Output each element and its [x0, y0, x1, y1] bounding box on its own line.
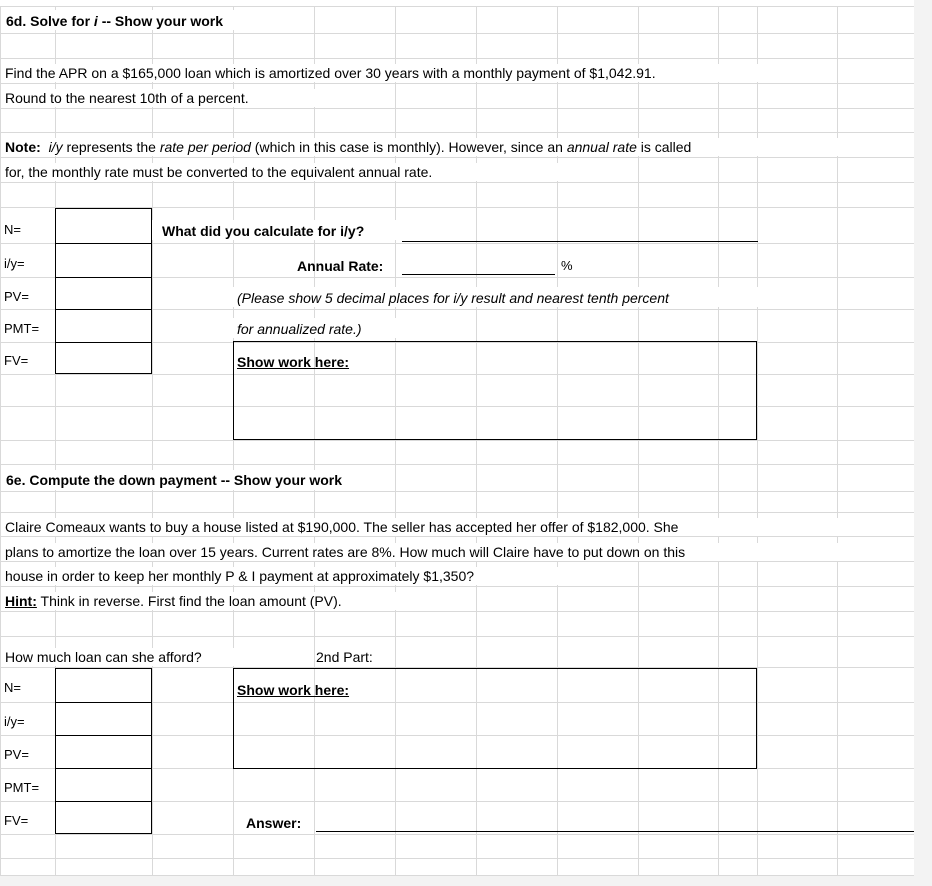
grid-row-line — [0, 611, 914, 612]
problem-6e-line1: Claire Comeaux wants to buy a house listed at $190,000. The seller has accepted her offer of $182,000. She — [5, 519, 679, 535]
grid-row-line — [0, 157, 914, 158]
note-line2: for, the monthly rate must be converted to the equivalent annual rate. — [5, 164, 433, 180]
note-label: Note: — [5, 139, 41, 155]
tvm-6d-label-n: N= — [4, 222, 21, 237]
iy-answer-line[interactable] — [402, 241, 758, 242]
tvm-6e-input-fv[interactable] — [55, 801, 152, 834]
tvm-6e-label-n: N= — [4, 680, 21, 695]
instruction-line2: for annualized rate.) — [237, 321, 362, 337]
grid-row-line — [0, 182, 914, 183]
calc-question: What did you calculate for i/y? — [162, 223, 365, 239]
annual-rate-label: Annual Rate: — [297, 258, 384, 274]
show-work-6e-label: Show work here: — [237, 682, 350, 698]
tvm-6e-label-pmt: PMT= — [4, 780, 40, 795]
tvm-6e-label-fv: FV= — [4, 813, 29, 828]
grid-row-line — [0, 464, 914, 465]
tvm-6d-label-pv: PV= — [4, 289, 29, 304]
section-6e-heading: 6e. Compute the down payment -- Show your work — [6, 472, 343, 488]
answer-label: Answer: — [246, 815, 302, 831]
hint-label: Hint: — [5, 593, 37, 609]
grid-row-line — [0, 586, 914, 587]
hint-line: Hint: Think in reverse. First find the loan amount (PV). — [5, 593, 342, 609]
answer-line[interactable] — [316, 831, 915, 832]
grid-row-line — [0, 108, 914, 109]
tvm-6d-label-fv: FV= — [4, 353, 29, 368]
grid-row-line — [0, 536, 914, 537]
tvm-6d-input-iy[interactable] — [55, 243, 152, 278]
tvm-6e-label-iy: i/y= — [4, 714, 25, 729]
tvm-6e-input-pmt[interactable] — [55, 768, 152, 802]
section-6d-heading: 6d. Solve for i -- Show your work — [6, 13, 224, 29]
grid-row-line — [0, 834, 914, 835]
grid-row-line — [0, 83, 914, 84]
problem-6e-line2: plans to amortize the loan over 15 years. Current rates are 8%. How much will Claire have to put down on this — [5, 544, 686, 560]
grid-row-line — [0, 6, 914, 7]
tvm-6d-label-pmt: PMT= — [4, 321, 40, 336]
grid-row-line — [0, 512, 914, 513]
instruction-line1: (Please show 5 decimal places for i/y result and nearest tenth percent — [237, 290, 669, 306]
problem-6e-line3: house in order to keep her monthly P & I payment at approximately $1,350? — [5, 568, 475, 584]
annual-rate-line[interactable] — [402, 274, 555, 275]
note-iy: i/y — [48, 139, 63, 155]
grid-row-line — [0, 561, 914, 562]
tvm-6e-input-iy[interactable] — [55, 702, 152, 736]
bottom-margin — [0, 876, 932, 886]
grid-row-line — [0, 33, 914, 34]
grid-row-line — [0, 636, 914, 637]
grid-row-line — [0, 440, 914, 441]
tvm-6d-input-n[interactable] — [55, 208, 152, 244]
percent-sign: % — [561, 258, 573, 273]
right-margin — [914, 0, 932, 886]
tvm-6d-input-pv[interactable] — [55, 277, 152, 310]
second-part-label: 2nd Part: — [316, 649, 373, 665]
note-line1: Note: i/y represents the rate per period (which in this case is monthly). However, since an annual rate is called — [5, 139, 692, 155]
grid-row-line — [0, 132, 914, 133]
tvm-6d-input-pmt[interactable] — [55, 309, 152, 343]
loan-question: How much loan can she afford? — [5, 649, 202, 665]
problem-6d-line1: Find the APR on a $165,000 loan which is amortized over 30 years with a monthly payment of $1,042.91. — [5, 65, 656, 81]
tvm-6d-input-fv[interactable] — [55, 342, 152, 374]
grid-row-line — [0, 491, 914, 492]
show-work-6d-label: Show work here: — [237, 354, 350, 370]
tvm-6d-label-iy: i/y= — [4, 256, 25, 271]
problem-6d-line2: Round to the nearest 10th of a percent. — [5, 90, 249, 106]
tvm-6e-label-pv: PV= — [4, 747, 29, 762]
tvm-6e-input-pv[interactable] — [55, 735, 152, 769]
grid-row-line — [0, 858, 914, 859]
tvm-6e-input-n[interactable] — [55, 668, 152, 703]
grid-row-line — [0, 58, 914, 59]
